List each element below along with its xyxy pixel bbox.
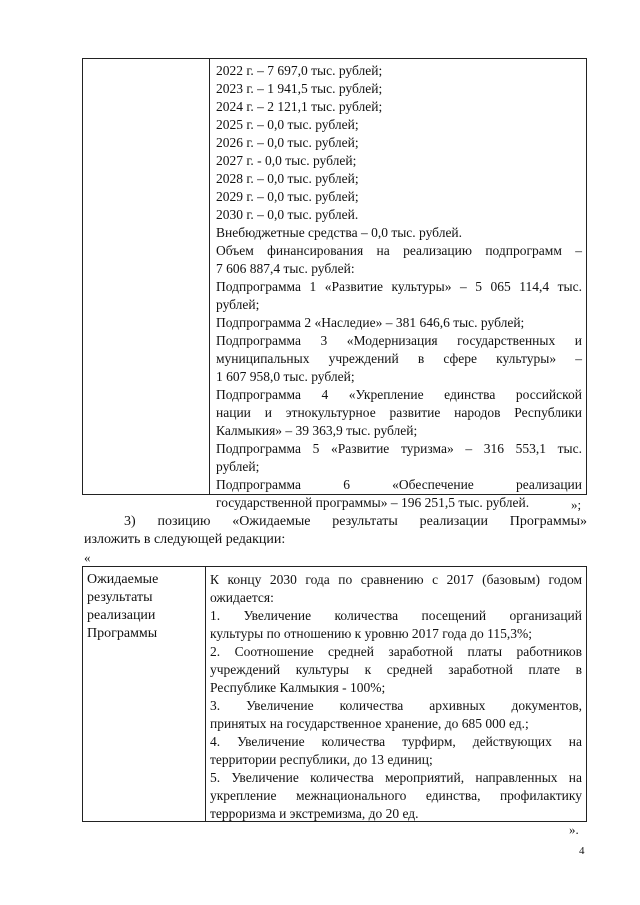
opening-quote: « <box>84 550 91 565</box>
volume-line-1: Объем финансирования на реализацию подпрограмм – <box>216 243 582 258</box>
subprogram-4-line-3: Калмыкия» – 39 363,9 тыс. рублей; <box>216 423 418 438</box>
year-line-2028: 2028 г. – 0,0 тыс. рублей; <box>216 171 359 186</box>
subprogram-1-line-1: Подпрограмма 1 «Развитие культуры» – 5 065 114,4 тыс. <box>216 279 582 294</box>
item-3-line-1: 3) позицию «Ожидаемые результаты реализации Программы» <box>124 514 587 529</box>
subprogram-3-line-2: муниципальных учреждений в сфере культуры» – <box>216 351 582 366</box>
item-3-line-2: изложить в следующей редакции: <box>84 532 286 547</box>
label-line-4: Программы <box>87 626 158 641</box>
result-4-line-1: 4. Увеличение количества турфирм, действующих на <box>210 734 582 749</box>
subprogram-3-line-1: Подпрограмма 3 «Модернизация государственных и <box>216 333 582 348</box>
subprogram-1-line-2: рублей; <box>216 297 260 312</box>
year-line-2029: 2029 г. – 0,0 тыс. рублей; <box>216 189 359 204</box>
result-1-line-1: 1. Увеличение количества посещений организаций <box>210 608 582 623</box>
year-line-2023: 2023 г. – 1 941,5 тыс. рублей; <box>216 81 383 96</box>
volume-line-2: 7 606 887,4 тыс. рублей: <box>216 261 355 276</box>
expected-results-table <box>82 566 587 822</box>
result-4-line-2: территории республики, до 13 единиц; <box>210 752 433 767</box>
closing-quote-1: »; <box>571 497 582 512</box>
expected-results-label-cell <box>83 567 206 821</box>
subprogram-6-line-1: Подпрограмма 6 «Обеспечение реализации <box>216 477 582 492</box>
result-5-line-3: терроризма и экстремизма, до 20 ед. <box>210 806 419 821</box>
result-2-line-3: Республике Калмыкия - 100%; <box>210 680 386 695</box>
subprogram-5-line-1: Подпрограмма 5 «Развитие туризма» – 316 553,1 тыс. <box>216 441 582 456</box>
result-1-line-2: культуры по отношению к уровню 2017 года до 115,3%; <box>210 626 532 641</box>
result-3-line-2: принятых на государственное хранение, до 685 000 ед.; <box>210 716 529 731</box>
label-line-2: результаты <box>87 590 153 605</box>
year-line-2027: 2027 г. - 0,0 тыс. рублей; <box>216 153 357 168</box>
subprogram-3-line-3: 1 607 958,0 тыс. рублей; <box>216 369 355 384</box>
extrabudget-line: Внебюджетные средства – 0,0 тыс. рублей. <box>216 225 463 240</box>
page-number: 4 <box>579 845 585 857</box>
result-3-line-1: 3. Увеличение количества архивных документов, <box>210 698 582 713</box>
subprogram-4-line-1: Подпрограмма 4 «Укрепление единства российской <box>216 387 582 402</box>
subprogram-6-line-2: государственной программы» – 196 251,5 тыс. рублей. <box>216 495 530 510</box>
year-line-2026: 2026 г. – 0,0 тыс. рублей; <box>216 135 359 150</box>
subprogram-5-line-2: рублей; <box>216 459 260 474</box>
year-line-2030: 2030 г. – 0,0 тыс. рублей. <box>216 207 359 222</box>
intro-line-1: К концу 2030 года по сравнению с 2017 (базовым) годом <box>210 572 582 587</box>
subprogram-2-line: Подпрограмма 2 «Наследие» – 381 646,6 тыс. рублей; <box>216 315 525 330</box>
year-line-2025: 2025 г. – 0,0 тыс. рублей; <box>216 117 359 132</box>
year-line-2022: 2022 г. – 7 697,0 тыс. рублей; <box>216 63 383 78</box>
subprogram-4-line-2: нации и этнокультурное развитие народов Республики <box>216 405 582 420</box>
item-3-paragraph <box>84 513 587 549</box>
result-5-line-2: укрепление межнационального единства, профилактику <box>210 788 582 803</box>
financing-table-label-cell <box>83 59 210 494</box>
expected-results-value-cell <box>206 567 586 821</box>
result-2-line-1: 2. Соотношение средней заработной платы работников <box>210 644 582 659</box>
closing-quote-2: ». <box>569 822 579 837</box>
label-line-1: Ожидаемые <box>87 572 159 587</box>
result-2-line-2: учреждений культуры к средней заработной плате в <box>210 662 582 677</box>
label-line-3: реализации <box>87 608 156 623</box>
financing-table-value-cell <box>210 59 586 510</box>
intro-line-2: ожидается: <box>210 590 274 605</box>
year-line-2024: 2024 г. – 2 121,1 тыс. рублей; <box>216 99 383 114</box>
result-5-line-1: 5. Увеличение количества мероприятий, направленных на <box>210 770 582 785</box>
financing-table <box>82 58 587 510</box>
